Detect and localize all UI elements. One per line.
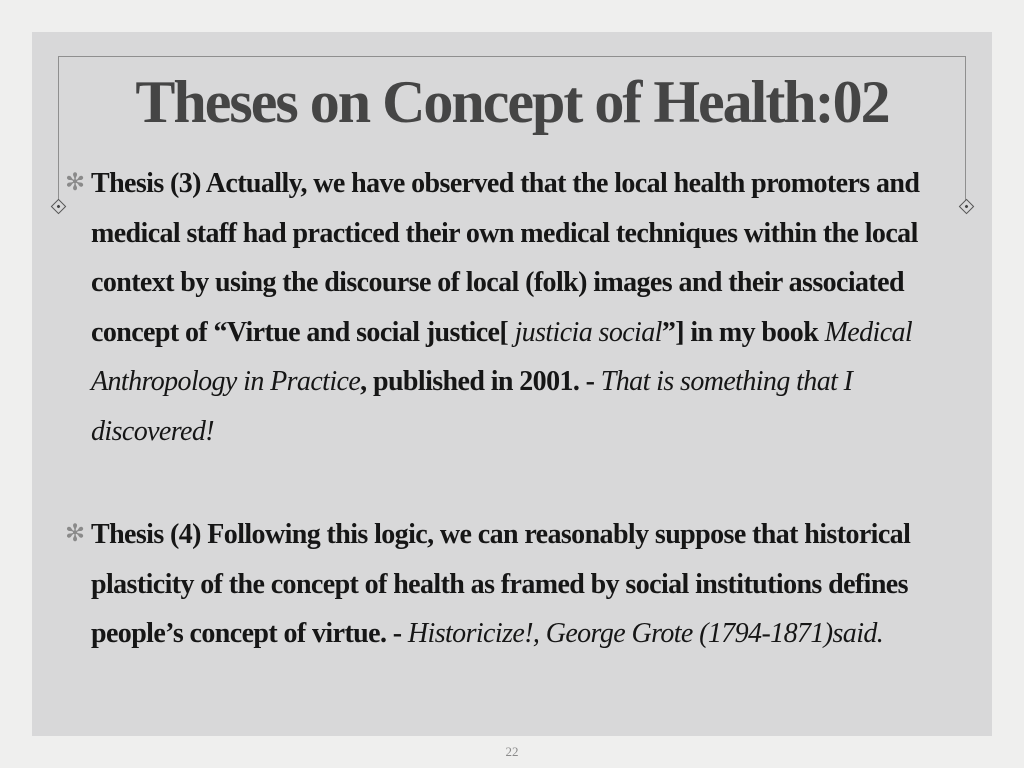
thesis-3-remark: That is something that I discovered! bbox=[91, 366, 853, 447]
thesis-3-text-book-intro: ”] in my book bbox=[661, 316, 825, 348]
thesis-3-bullet bbox=[65, 159, 941, 456]
thesis-4-bullet bbox=[65, 510, 941, 659]
thesis-3-text: Thesis (3) Actually, we have observed that the local health promoters and medical staff had practiced their own medical techniques within the local context by using the discourse of local (folk) images and their associated concept of “Virtue and social justice[ bbox=[91, 168, 920, 348]
book-title: Medical Anthropology in Practice bbox=[91, 316, 913, 397]
slide-title: Theses on Concept of Health:02 bbox=[135, 69, 889, 135]
thesis-3-italic-term: justicia social bbox=[508, 316, 662, 348]
asterisk-bullet-icon: ✻ bbox=[65, 170, 85, 196]
thesis-4-text: Thesis (4) Following this logic, we can reasonably suppose that historical plasticity of the concept of health as framed by social institutions defines people’s concept of virtue. - bbox=[91, 519, 911, 649]
thesis-4-quote: Historicize!, George Grote (1794-1871)said. bbox=[407, 618, 884, 649]
thesis-3-publication: , published in 2001. - bbox=[360, 366, 601, 397]
page-number: 22 bbox=[505, 744, 519, 759]
asterisk-bullet-icon: ✻ bbox=[65, 521, 85, 547]
